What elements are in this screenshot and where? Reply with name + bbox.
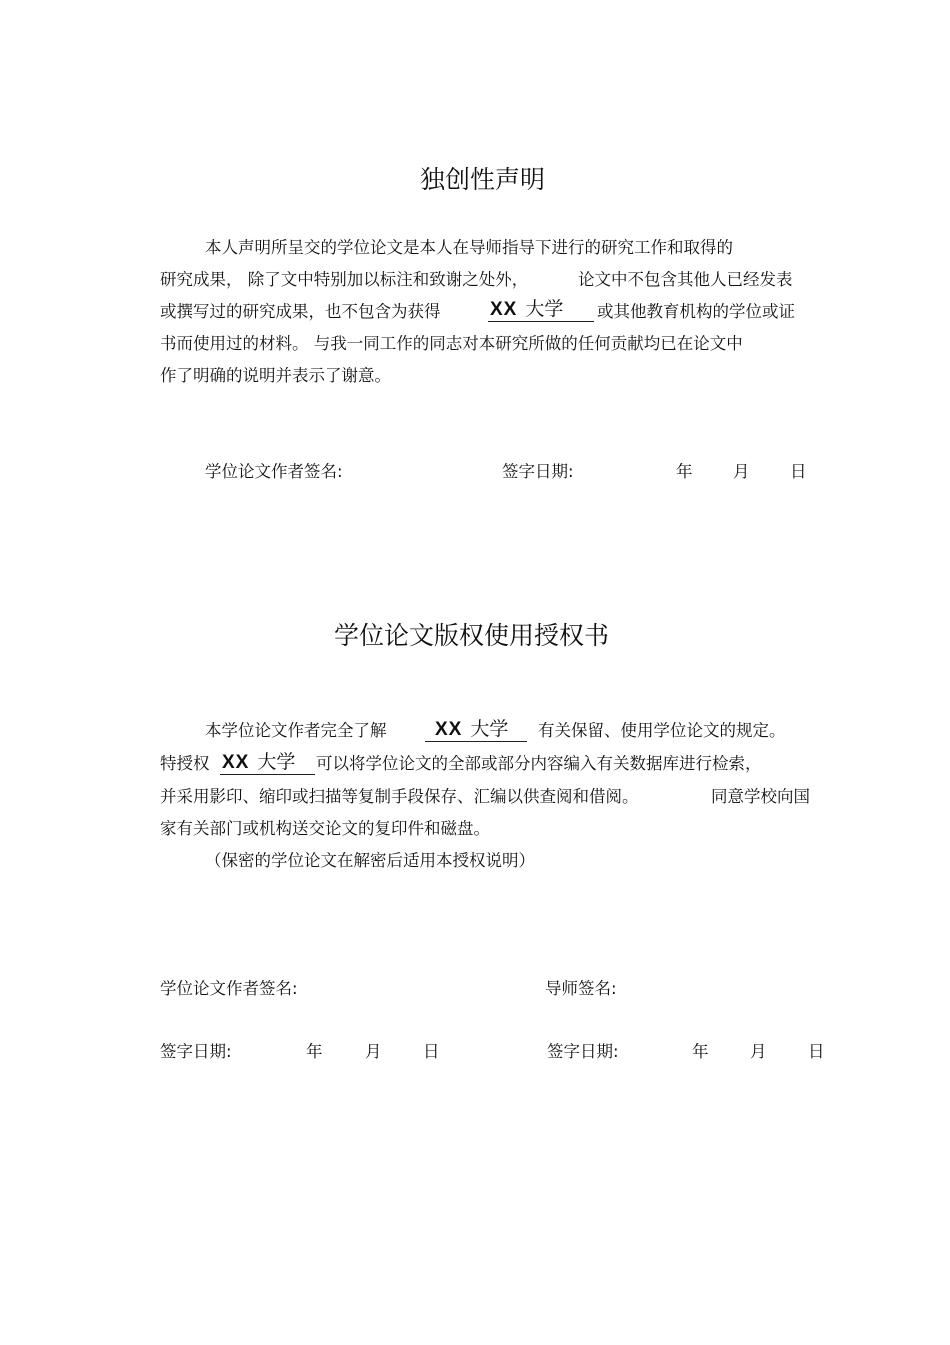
declaration-line-3a: 或撰写过的研究成果，也不包含为获得 — [160, 302, 441, 321]
authorization-author-date-label: 签字日期: — [160, 1042, 232, 1061]
authorization-university-blank-1 — [425, 718, 527, 742]
authorization-line-5: （保密的学位论文在解密后适用本授权说明） — [205, 851, 535, 870]
declaration-title: 独创性声明 — [420, 165, 546, 194]
authorization-line-2b: 可以将学位论文的全部或部分内容编入有关数据库进行检索， — [316, 754, 762, 773]
declaration-month: 月 — [733, 462, 750, 481]
declaration-year: 年 — [676, 462, 693, 481]
authorization-university-blank-2 — [220, 751, 315, 775]
university-abbrev: XX — [222, 752, 250, 773]
authorization-line-4: 家有关部门或机构送交论文的复印件和磁盘。 — [160, 819, 490, 838]
authorization-author-day: 日 — [423, 1042, 440, 1061]
university-suffix: 大学 — [470, 718, 509, 740]
declaration-line-2b: 论文中不包含其他人已经发表 — [578, 270, 793, 289]
declaration-date-label: 签字日期: — [502, 462, 574, 481]
authorization-advisor-month: 月 — [750, 1042, 767, 1061]
authorization-line-3a: 并采用影印、缩印或扫描等复制手段保存、汇编以供查阅和借阅。 — [160, 787, 639, 806]
authorization-author-sign-label: 学位论文作者签名: — [160, 979, 298, 998]
declaration-line-1: 本人声明所呈交的学位论文是本人在导师指导下进行的研究工作和取得的 — [205, 238, 733, 257]
declaration-line-3b: 或其他教育机构的学位或证 — [597, 302, 795, 321]
declaration-line-2a: 研究成果， 除了文中特别加以标注和致谢之处外， — [160, 270, 529, 289]
authorization-advisor-day: 日 — [808, 1042, 825, 1061]
authorization-title: 学位论文版权使用授权书 — [334, 621, 610, 650]
declaration-line-5: 作了明确的说明并表示了谢意。 — [160, 366, 391, 385]
authorization-advisor-year: 年 — [692, 1042, 709, 1061]
authorization-line-1b: 有关保留、使用学位论文的规定。 — [538, 721, 786, 740]
declaration-university-blank — [488, 298, 594, 322]
declaration-signature-label: 学位论文作者签名: — [205, 462, 343, 481]
declaration-line-4: 书而使用过的材料。 与我一同工作的同志对本研究所做的任何贡献均已在论文中 — [160, 334, 743, 353]
authorization-author-month: 月 — [365, 1042, 382, 1061]
university-suffix: 大学 — [525, 298, 564, 320]
university-suffix: 大学 — [257, 751, 296, 773]
authorization-advisor-sign-label: 导师签名: — [545, 979, 617, 998]
authorization-line-1a: 本学位论文作者完全了解 — [205, 721, 387, 740]
university-abbrev: XX — [490, 299, 518, 320]
authorization-line-2a: 特授权 — [160, 754, 210, 773]
authorization-author-year: 年 — [306, 1042, 323, 1061]
authorization-advisor-date-label: 签字日期: — [547, 1042, 619, 1061]
declaration-day: 日 — [790, 462, 807, 481]
authorization-line-3b: 同意学校向国 — [711, 787, 810, 806]
university-abbrev: XX — [435, 719, 463, 740]
